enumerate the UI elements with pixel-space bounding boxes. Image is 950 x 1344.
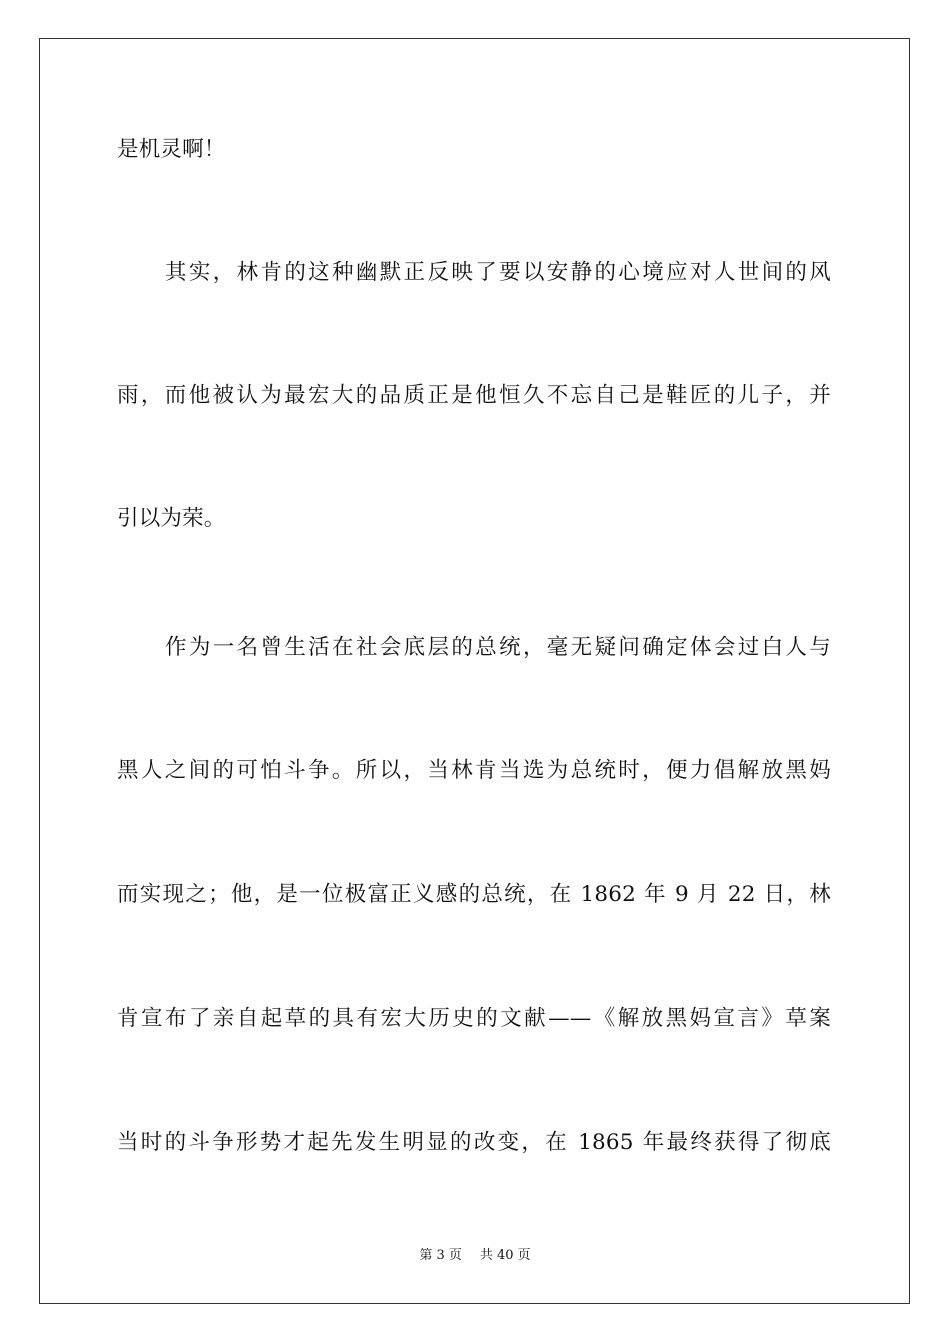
page-number: 第 3 页	[419, 1248, 462, 1263]
text-line-6: 黑人之间的可怕斗争。所以，当林肯当选为总统时，便力倡解放黑妈	[117, 758, 831, 783]
text-line-9: 当时的斗争形势才起先发生明显的改变，在 1865 年最终获得了彻底	[117, 1130, 831, 1155]
page-border	[39, 38, 910, 1304]
text-line-2: 其实，林肯的这种幽默正反映了要以安静的心境应对人世间的风	[165, 260, 831, 285]
text-line-5: 作为一名曾生活在社会底层的总统，毫无疑问确定体会过白人与	[165, 635, 831, 660]
text-line-7: 而实现之；他，是一位极富正义感的总统，在 1862 年 9 月 22 日，林	[117, 882, 831, 907]
page-footer	[0, 1247, 950, 1265]
page-total: 共 40 页	[479, 1248, 531, 1263]
text-line-1: 是机灵啊！	[117, 137, 226, 162]
text-line-8: 肯宣布了亲自起草的具有宏大历史的文献——《解放黑妈宣言》草案	[117, 1006, 831, 1031]
text-line-4: 引以为荣。	[117, 506, 226, 531]
text-line-3: 雨，而他被认为最宏大的品质正是他恒久不忘自己是鞋匠的儿子，并	[117, 383, 831, 408]
